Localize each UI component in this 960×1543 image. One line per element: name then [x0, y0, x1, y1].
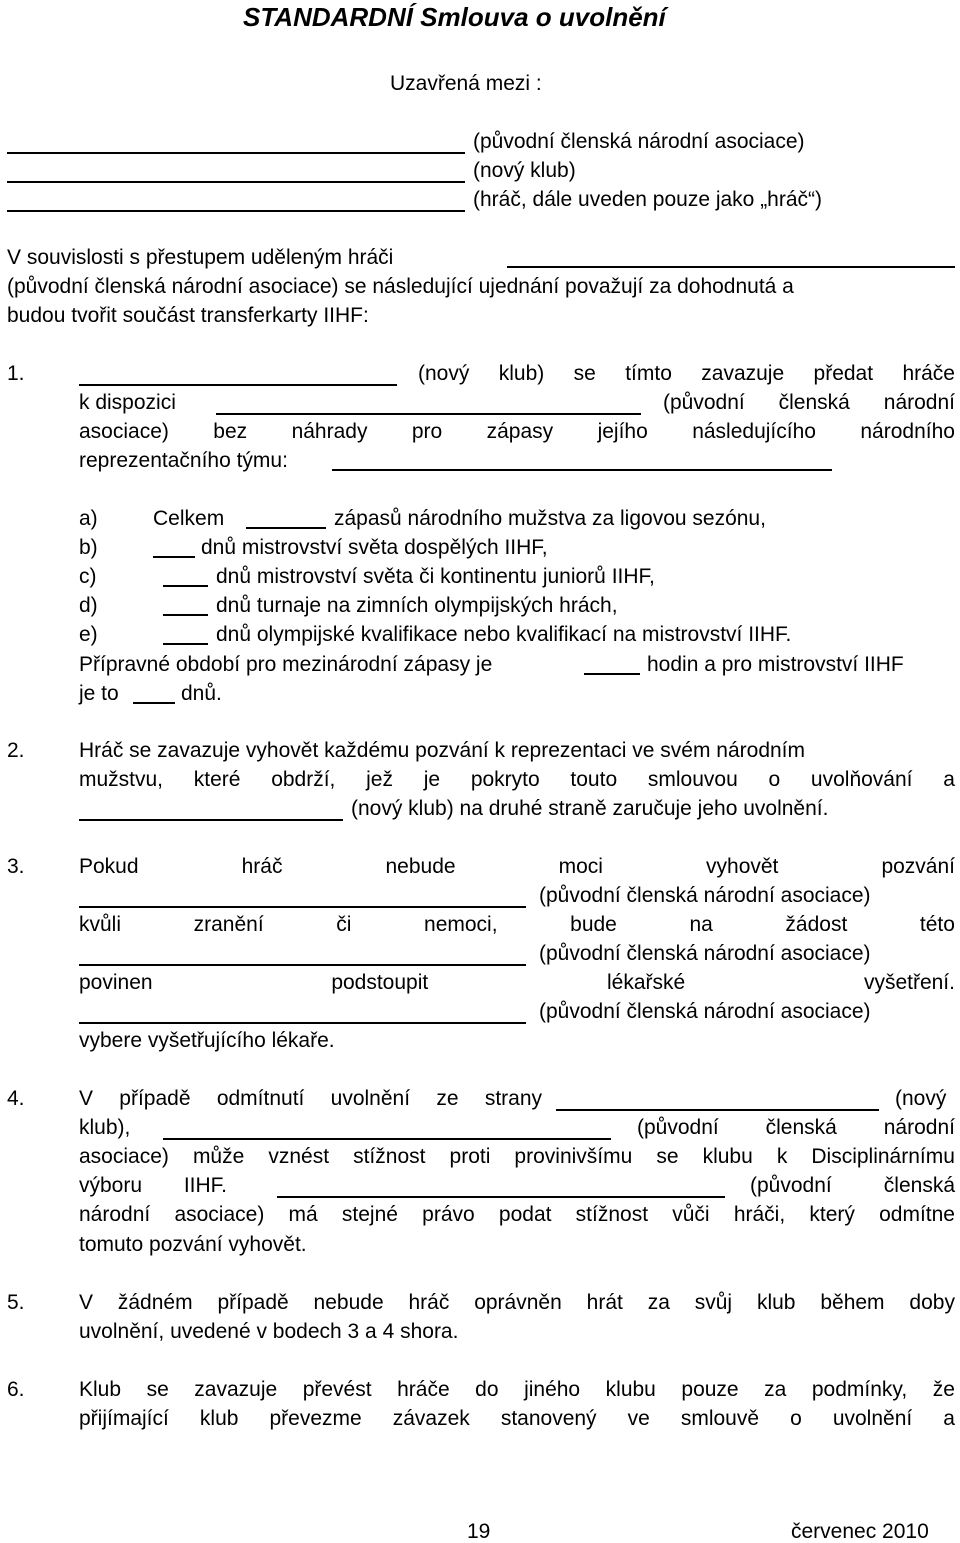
word: členská: [883, 1174, 955, 1197]
word: hráči,: [733, 1203, 786, 1226]
blank-line: [332, 469, 832, 471]
intro-line: V souvislosti s přestupem uděleným hráči: [7, 246, 394, 269]
paragraph-line: dnů.: [181, 682, 222, 705]
blank-line: [7, 181, 465, 183]
word: proti: [449, 1145, 491, 1168]
word: že: [932, 1378, 955, 1401]
word: vůči: [672, 1203, 710, 1226]
word: stanovený: [500, 1407, 597, 1430]
item-label: b): [79, 536, 98, 559]
word: kvůli: [79, 913, 122, 936]
justified-line: [79, 1146, 955, 1167]
word: vyhovět: [706, 855, 779, 878]
word: uvolňování: [810, 768, 913, 791]
section-number: 4.: [7, 1087, 25, 1110]
justified-line: [79, 856, 955, 877]
justified-line: [750, 1175, 955, 1196]
word: pokryto: [470, 768, 540, 791]
blank-line: [584, 673, 640, 675]
word: nebude: [313, 1291, 384, 1314]
item-text: Celkem: [153, 507, 225, 530]
concluded-between: Uzavřená mezi :: [390, 72, 542, 95]
word: na: [689, 913, 713, 936]
word: svůj: [694, 1291, 733, 1314]
word: asociace): [174, 1203, 265, 1226]
item-label: a): [79, 507, 98, 530]
word: o: [768, 768, 781, 791]
word: lékařské: [606, 971, 686, 994]
word: nebude: [385, 855, 456, 878]
word: pro: [411, 420, 443, 443]
word: provinivšímu: [514, 1145, 633, 1168]
blank-line: [79, 819, 343, 821]
item-text: dnů mistrovství světa dospělých IIHF,: [201, 536, 548, 559]
paragraph-line: hodin a pro mistrovství IIHF: [647, 653, 904, 676]
word: či: [336, 913, 352, 936]
party-new-club: (nový klub): [473, 159, 576, 182]
word: a: [943, 768, 955, 791]
word: převezme: [269, 1407, 362, 1430]
word: odmítne: [879, 1203, 955, 1226]
item-text: dnů olympijské kvalifikace nebo kvalifikací na mistrovství IIHF.: [216, 623, 792, 646]
word: přijímající: [79, 1407, 169, 1430]
blank-line: [163, 643, 208, 645]
item-label: c): [79, 565, 97, 588]
word: smlouvě: [680, 1407, 760, 1430]
word: a: [943, 1407, 955, 1430]
word: obdrží,: [271, 768, 336, 791]
item-label: e): [79, 623, 98, 646]
word: následujícího: [692, 420, 816, 443]
word: podmínky,: [811, 1378, 908, 1401]
word: doby: [909, 1291, 955, 1314]
blank-line: [79, 964, 526, 966]
word: povinen: [79, 971, 153, 994]
word: klubu: [605, 1378, 656, 1401]
word: za: [764, 1378, 787, 1401]
document-title: STANDARDNÍ Smlouva o uvolnění: [243, 2, 666, 32]
paragraph-line: Hráč se zavazuje vyhovět každému pozvání k reprezentaci ve svém národním: [79, 739, 806, 762]
paragraph-line: Přípravné období pro mezinárodní zápasy je: [79, 653, 493, 676]
word: během: [820, 1291, 885, 1314]
word: pouze: [681, 1378, 739, 1401]
word: (původní: [637, 1116, 719, 1139]
word: který: [809, 1203, 855, 1226]
item-label: d): [79, 594, 98, 617]
word: podstoupit: [331, 971, 429, 994]
blank-line: [7, 210, 465, 212]
blank-line: [153, 556, 195, 558]
word: jejího: [597, 420, 648, 443]
word: jiného: [524, 1378, 581, 1401]
word: žádném: [117, 1291, 193, 1314]
blank-line: [7, 152, 465, 154]
word: národní: [79, 1203, 151, 1226]
word: má: [288, 1203, 318, 1226]
paragraph-line: (nový: [895, 1087, 947, 1110]
blank-line: [163, 614, 208, 616]
party-player: (hráč, dále uveden pouze jako „hráč“): [473, 188, 823, 211]
word: mužstvu,: [79, 768, 164, 791]
word: za: [647, 1291, 670, 1314]
word: případě: [119, 1087, 191, 1110]
blank-line: [79, 906, 526, 908]
paragraph-line: klub),: [79, 1116, 131, 1139]
word: uvolnění: [832, 1407, 913, 1430]
justified-line: [79, 1088, 542, 1109]
word: smlouvou: [647, 768, 738, 791]
word: může: [192, 1145, 245, 1168]
item-text: zápasů národního mužstva za ligovou sezónu,: [334, 507, 766, 530]
word: stejné: [341, 1203, 398, 1226]
paragraph-line: vybere vyšetřujícího lékaře.: [79, 1029, 335, 1052]
intro-line: budou tvořit součást transferkarty IIHF:: [7, 304, 369, 327]
blank-line: [507, 266, 955, 268]
word: je: [423, 768, 441, 791]
section-number: 2.: [7, 739, 25, 762]
justified-line: [79, 769, 955, 790]
blank-line: [79, 384, 397, 386]
section-number: 1.: [7, 362, 25, 385]
word: do: [475, 1378, 499, 1401]
word: V: [79, 1087, 94, 1110]
paragraph-line: (původní členská národní asociace): [539, 942, 871, 965]
word: této: [919, 913, 955, 936]
paragraph-line: je to: [79, 682, 119, 705]
word: jež: [366, 768, 393, 791]
paragraph-line: uvolnění, uvedené v bodech 3 a 4 shora.: [79, 1320, 459, 1343]
justified-line: [79, 1204, 955, 1225]
justified-line: [79, 1292, 955, 1313]
word: moci: [558, 855, 603, 878]
word: bez: [213, 420, 248, 443]
party-original-assoc: (původní členská národní asociace): [473, 130, 805, 153]
word: odmítnutí: [216, 1087, 305, 1110]
word: stížnost: [575, 1203, 649, 1226]
page-number: 19: [467, 1520, 491, 1543]
word: náhrady: [291, 420, 368, 443]
item-text: dnů mistrovství světa či kontinentu juniorů IIHF,: [216, 565, 655, 588]
word: IIHF.: [183, 1174, 227, 1197]
word: asociace): [79, 420, 169, 443]
blank-line: [79, 1022, 526, 1024]
word: členská: [765, 1116, 837, 1139]
word: hráč: [408, 1291, 450, 1314]
paragraph-line: (nový klub) na druhé straně zaručuje jeho uvolnění.: [351, 797, 829, 820]
section-number: 5.: [7, 1291, 25, 1314]
word: o: [790, 1407, 802, 1430]
intro-line: (původní členská národní asociace) se následující ujednání považují za dohodnutá a: [7, 275, 794, 298]
word: pozvání: [881, 855, 955, 878]
blank-line: [246, 527, 326, 529]
justified-line: [79, 1379, 955, 1400]
justified-line: [79, 1175, 227, 1196]
word: V: [79, 1291, 94, 1314]
footer-date: červenec 2010: [791, 1520, 929, 1543]
word: žádost: [785, 913, 848, 936]
word: zavazuje: [194, 1378, 278, 1401]
justified-line: [79, 1408, 955, 1429]
word: Pokud: [79, 855, 139, 878]
justified-line: [637, 1117, 955, 1138]
paragraph-line: (původní členská národní asociace): [539, 884, 871, 907]
word: uvolnění: [330, 1087, 411, 1110]
word: touto: [570, 768, 618, 791]
word: hráč: [241, 855, 283, 878]
word: národního: [860, 420, 955, 443]
word: bude: [570, 913, 617, 936]
word: klub: [756, 1291, 796, 1314]
word: se: [146, 1378, 169, 1401]
word: podat: [498, 1203, 552, 1226]
section-number: 3.: [7, 855, 25, 878]
word: zranění: [193, 913, 264, 936]
word: (původní: [750, 1174, 832, 1197]
word: výboru: [79, 1174, 143, 1197]
word: oprávněn: [474, 1291, 562, 1314]
paragraph-line: (původní členská národní: [663, 391, 955, 414]
word: Disciplinárnímu: [811, 1145, 955, 1168]
blank-line: [163, 585, 208, 587]
blank-line: [556, 1109, 879, 1111]
word: se: [656, 1145, 679, 1168]
blank-line: [163, 1138, 611, 1140]
paragraph-line: (nový klub) se tímto zavazuje předat hráče: [418, 362, 955, 385]
item-text: dnů turnaje na zimních olympijských hrách,: [216, 594, 618, 617]
word: hrát: [586, 1291, 623, 1314]
paragraph-line: tomuto pozvání vyhovět.: [79, 1233, 307, 1256]
word: nemoci,: [424, 913, 498, 936]
word: právo: [422, 1203, 475, 1226]
word: národní: [883, 1116, 955, 1139]
paragraph-line: reprezentačního týmu:: [79, 449, 288, 472]
word: vznést: [268, 1145, 330, 1168]
blank-line: [277, 1196, 725, 1198]
word: stížnost: [353, 1145, 426, 1168]
word: Klub: [79, 1378, 122, 1401]
word: klubu: [702, 1145, 753, 1168]
word: závazek: [392, 1407, 470, 1430]
word: případě: [217, 1291, 289, 1314]
paragraph-line: (původní členská národní asociace): [539, 1000, 871, 1023]
justified-line: [79, 914, 955, 935]
word: převést: [302, 1378, 372, 1401]
word: k: [776, 1145, 788, 1168]
word: strany: [484, 1087, 542, 1110]
word: klub: [199, 1407, 239, 1430]
blank-line: [216, 413, 641, 415]
word: vyšetření.: [863, 971, 955, 994]
justified-line: [79, 421, 955, 442]
blank-line: [133, 702, 175, 704]
section-number: 6.: [7, 1378, 25, 1401]
word: asociace): [79, 1145, 169, 1168]
word: které: [193, 768, 241, 791]
justified-line: [79, 972, 955, 993]
word: ze: [436, 1087, 459, 1110]
paragraph-line: k dispozici: [79, 391, 176, 414]
word: zápasy: [486, 420, 554, 443]
word: hráče: [397, 1378, 450, 1401]
word: ve: [627, 1407, 650, 1430]
